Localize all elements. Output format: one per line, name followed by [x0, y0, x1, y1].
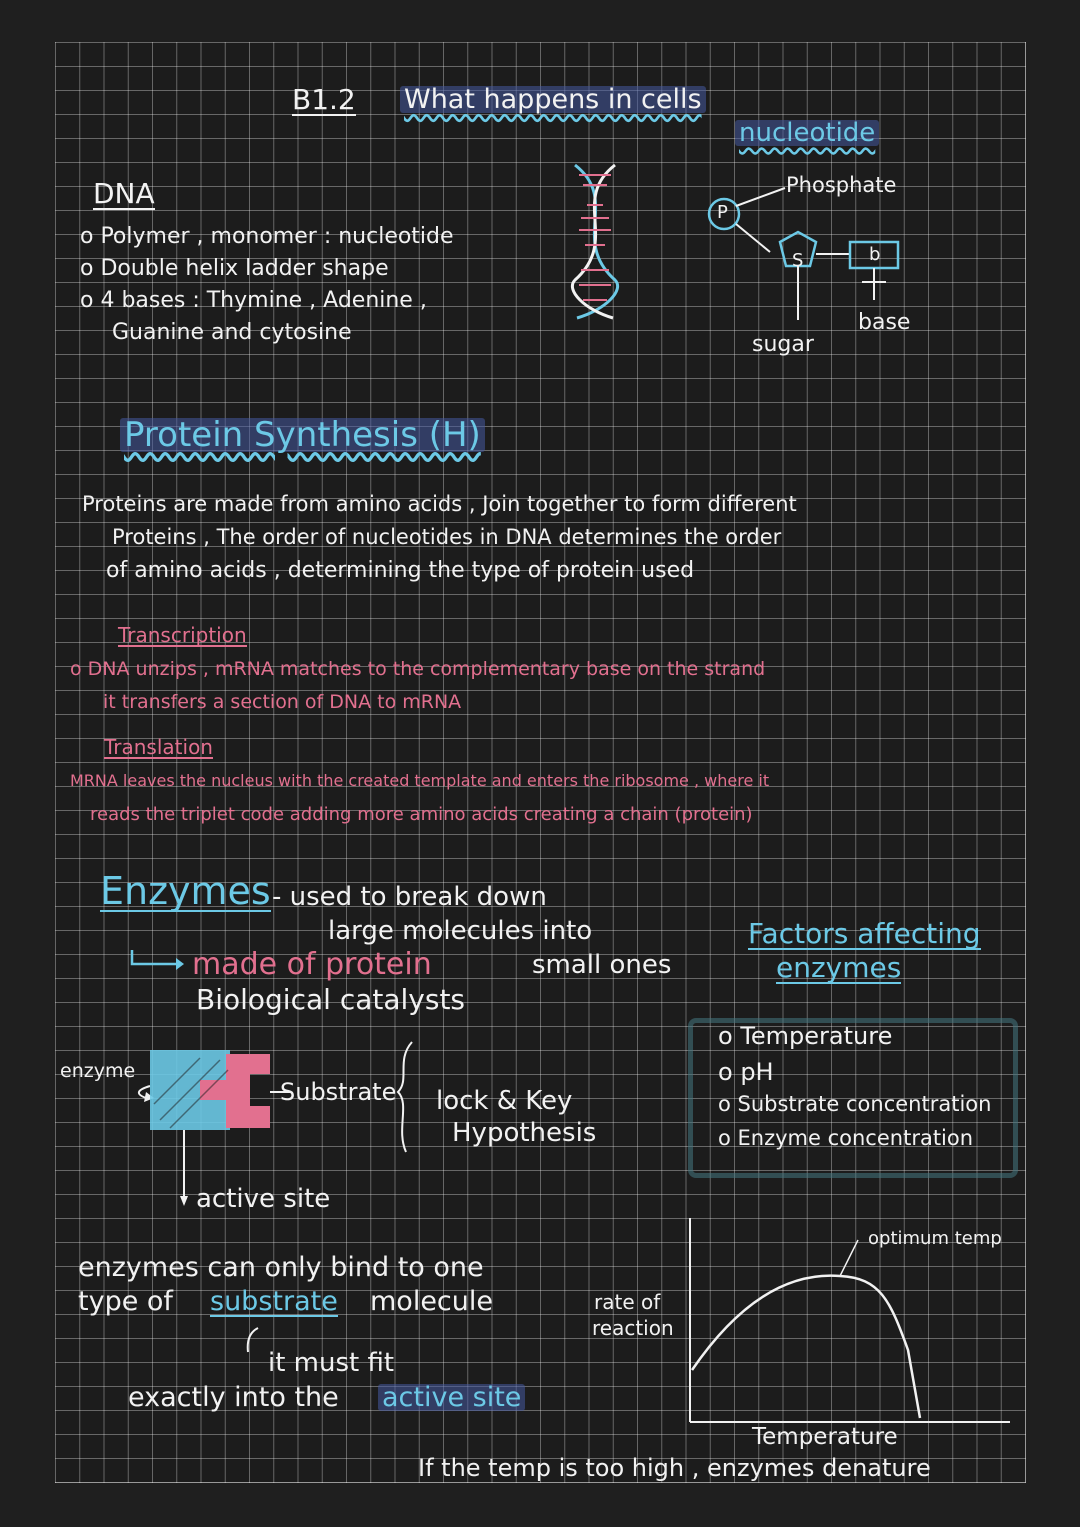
fit-line: it must fit — [268, 1348, 395, 1378]
nucleotide-heading: nucleotide — [735, 120, 879, 146]
factor-ph: o pH — [718, 1058, 774, 1086]
hypothesis-label: Hypothesis — [452, 1118, 597, 1148]
section-code: B1.2 — [292, 83, 356, 116]
enzymes-desc-1: - used to break down — [272, 882, 547, 912]
bind-line-2a: type of — [78, 1286, 173, 1317]
page-title: What happens in cells — [400, 86, 706, 113]
transcription-line-1: o DNA unzips , mRNA matches to the complementary base on the strand — [70, 658, 766, 680]
optimum-label: optimum temp — [868, 1228, 1002, 1249]
dna-bullet-3-cont: Guanine and cytosine — [112, 320, 352, 345]
translation-line-2: reads the triplet code adding more amino acids creating a chain (protein) — [90, 804, 753, 825]
dna-helix-icon — [565, 160, 625, 320]
translation-heading: Translation — [104, 735, 213, 759]
lock-key-label: lock & Key — [436, 1086, 573, 1116]
translation-line-1: MRNA leaves the nucleus with the created template and enters the ribosome , where it — [70, 771, 770, 790]
phosphate-label: Phosphate — [786, 173, 897, 197]
dna-bullet-3: o 4 bases : Thymine , Adenine , — [80, 288, 427, 313]
base-label: base — [858, 310, 911, 335]
substrate-label: Substrate — [280, 1078, 397, 1106]
enzymes-desc-2: large molecules into — [328, 916, 593, 946]
active-site-label: active site — [196, 1184, 331, 1214]
enzymes-desc-3: small ones — [532, 950, 672, 980]
dna-bullet-1: o Polymer , monomer : nucleotide — [80, 224, 454, 249]
protein-line-1: Proteins are made from amino acids , Join together to form different — [82, 492, 797, 516]
nucleotide-diagram — [700, 180, 940, 330]
biological-catalysts: Biological catalysts — [196, 983, 466, 1016]
sugar-label: sugar — [752, 332, 814, 357]
transcription-line-2: it transfers a section of DNA to mRNA — [103, 691, 462, 713]
graph-caption: If the temp is too high , enzymes denature — [418, 1454, 931, 1482]
bind-line-2b: substrate — [210, 1286, 338, 1317]
enzyme-label: enzyme — [60, 1060, 136, 1082]
base-letter: b — [869, 244, 881, 265]
protein-line-3: of amino acids , determining the type of protein used — [106, 558, 695, 583]
sugar-letter: S — [792, 250, 804, 271]
bind-line-1: enzymes can only bind to one — [78, 1252, 484, 1283]
graph-xlabel: Temperature — [752, 1424, 898, 1450]
phosphate-letter: P — [717, 202, 728, 223]
factors-heading-1: Factors affecting — [748, 917, 981, 950]
protein-synthesis-heading: Protein Synthesis (H) — [120, 418, 485, 452]
graph-ylabel-1: rate of — [594, 1290, 661, 1314]
factor-substrate: o Substrate concentration — [718, 1092, 992, 1116]
dna-bullet-2: o Double helix ladder shape — [80, 256, 389, 281]
bracket-icon — [244, 1326, 264, 1354]
arrow-icon — [128, 948, 184, 972]
made-of-protein: made of protein — [192, 947, 432, 982]
factor-enzyme: o Enzyme concentration — [718, 1126, 974, 1150]
exact-line-a: exactly into the — [128, 1382, 339, 1413]
transcription-heading: Transcription — [118, 623, 247, 647]
dna-heading: DNA — [93, 177, 155, 210]
enzymes-heading: Enzymes — [100, 869, 271, 913]
exact-line-b: active site — [378, 1384, 525, 1411]
factor-temperature: o Temperature — [718, 1022, 893, 1050]
protein-line-2: Proteins , The order of nucleotides in DNA determines the order — [112, 525, 782, 549]
factors-heading-2: enzymes — [776, 951, 902, 984]
bind-line-2c: molecule — [370, 1286, 494, 1317]
graph-ylabel-2: reaction — [592, 1316, 674, 1340]
